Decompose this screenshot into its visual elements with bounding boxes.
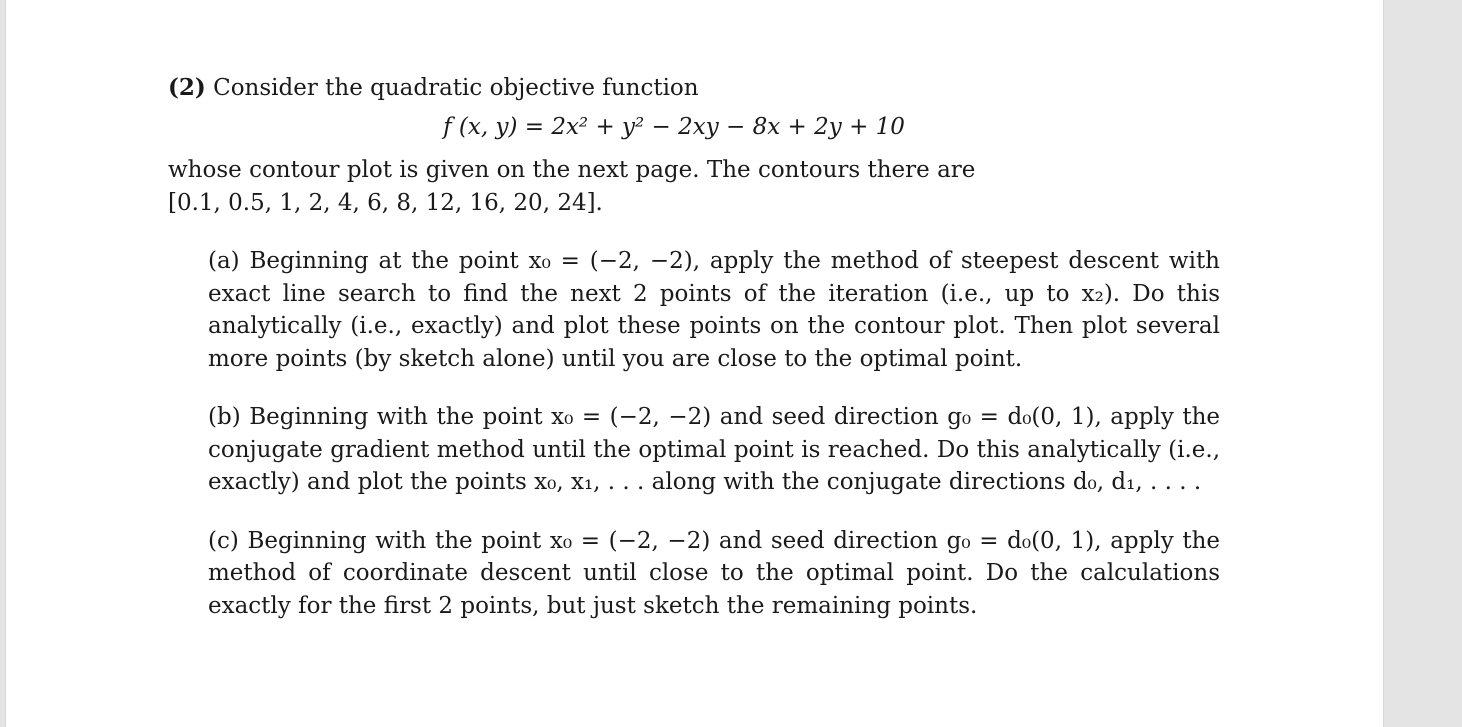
part-b <box>168 401 1220 499</box>
part-b-label: (b) <box>208 404 241 430</box>
problem-heading-text: Consider the quadratic objective function <box>213 75 699 101</box>
part-a-label: (a) <box>208 248 240 274</box>
contour-levels: [0.1, 0.5, 1, 2, 4, 6, 8, 12, 16, 20, 24]. <box>168 189 603 216</box>
contour-intro <box>168 154 1220 219</box>
problem-body <box>168 72 1220 622</box>
part-c-text: Beginning with the point x₀ = (−2, −2) and seed direction g₀ = d₀(0, 1), apply the method of coordinate descent until close to the optimal point. Do the calculations exactly for the first 2 points, but just sketch the remaining points. <box>208 527 1221 619</box>
problem-number: (2) <box>168 74 206 101</box>
part-c <box>168 525 1220 623</box>
part-c-label: (c) <box>208 527 239 554</box>
part-a <box>168 245 1220 375</box>
part-b-text: Beginning with the point x₀ = (−2, −2) and seed direction g₀ = d₀(0, 1), apply the conjugate gradient method until the optimal point is reached. Do this analytically (i.e., exactly) and plot the points x₀, x₁, . . . along with the conjugate directions d₀, d₁, . . . . <box>208 404 1220 495</box>
document-page <box>5 0 1384 727</box>
part-a-text: Beginning at the point x₀ = (−2, −2), apply the method of steepest descent with exact line search to find the next 2 points of the iteration (i.e., up to x₂). Do this analytically (i.e., exactly) and plot these points on the contour plot. Then plot several more points (by sketch alone) until you are close to the optimal point. <box>208 248 1220 372</box>
intro-line: whose contour plot is given on the next page. The contours there are <box>168 157 976 183</box>
equation-text: f (x, y) = 2x² + y² − 2xy − 8x + 2y + 10 <box>443 113 905 140</box>
objective-equation <box>168 111 1220 144</box>
problem-heading <box>168 72 1220 105</box>
